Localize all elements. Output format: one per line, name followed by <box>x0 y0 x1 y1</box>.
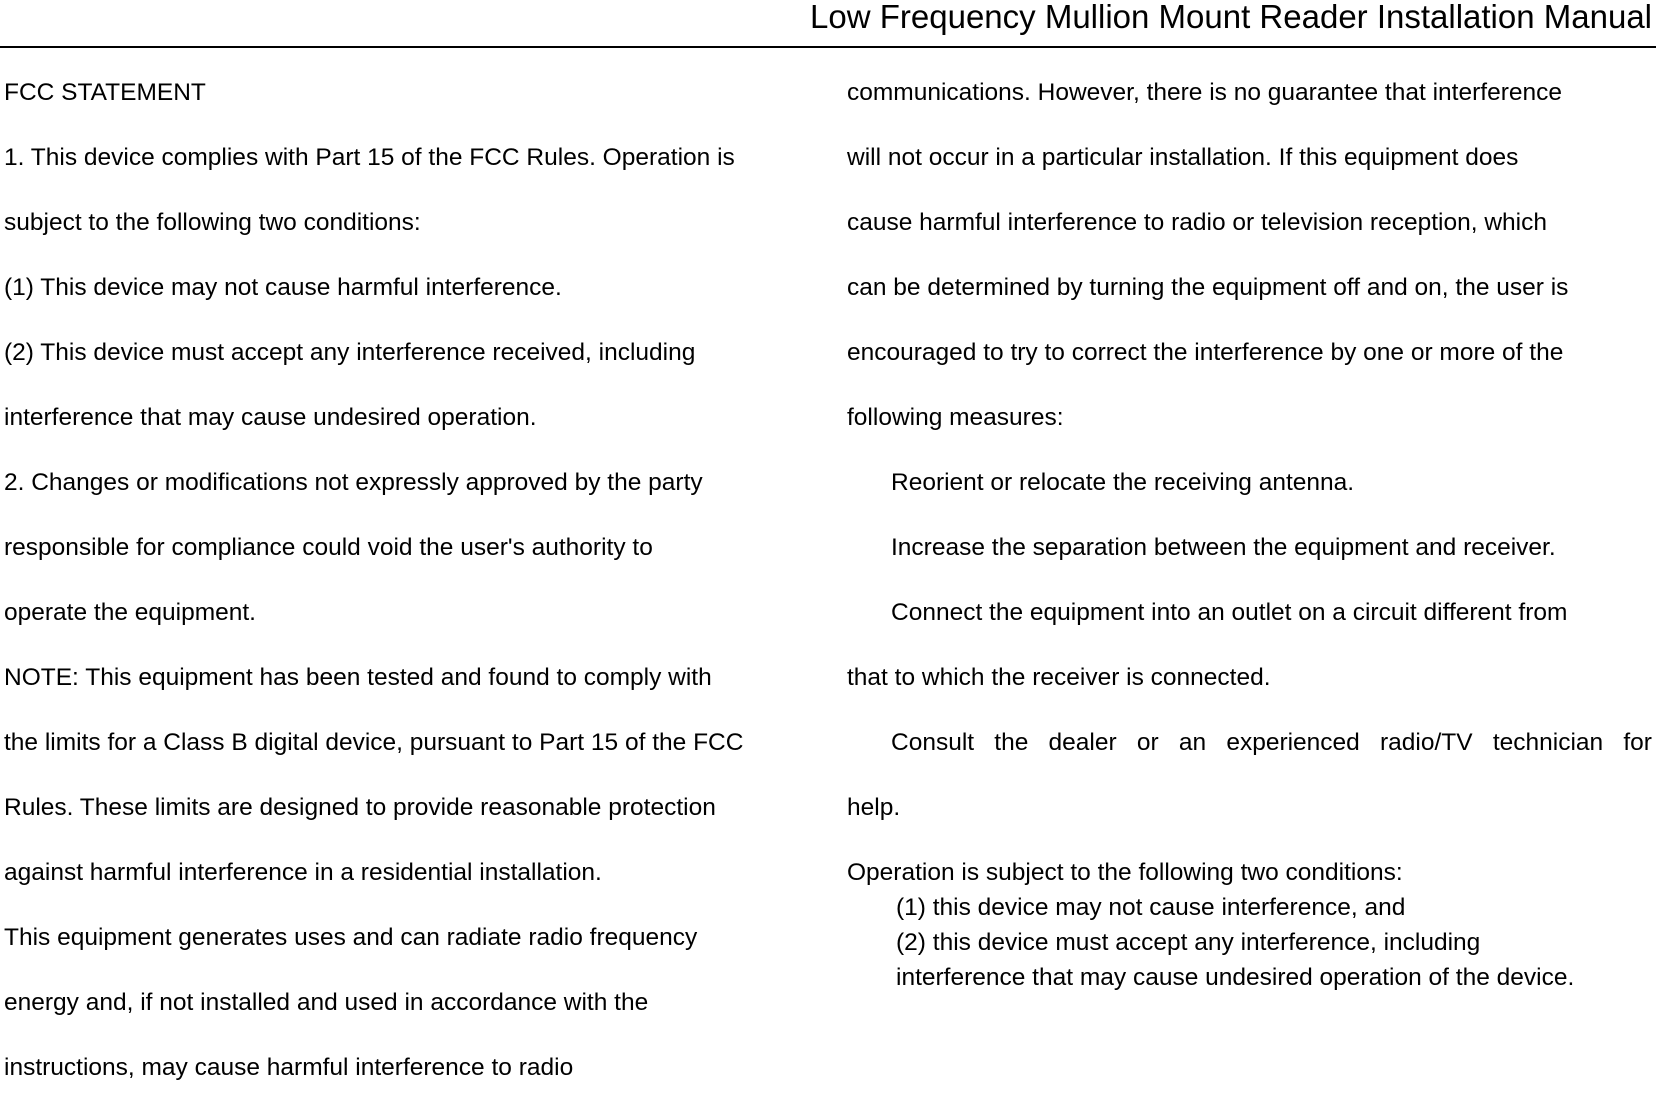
measure-item-consult <box>847 710 1652 775</box>
word: dealer <box>1048 729 1117 756</box>
measure-item-reorient: Reorient or relocate the receiving antenna. <box>891 469 1355 496</box>
paragraph-line: interference that may cause undesired operation. <box>4 404 537 431</box>
word: including <box>1383 929 1481 956</box>
word: interference, <box>1240 929 1377 956</box>
measure-item-increase: Increase the separation between the equipment and receiver. <box>891 534 1556 561</box>
measure-item-connect: Connect the equipment into an outlet on a circuit different from <box>891 599 1568 626</box>
word: accept <box>1115 929 1188 956</box>
condition-1: (1) this device may not cause interference, and <box>896 894 1406 921</box>
paragraph-line: encouraged to try to correct the interference by one or more of the <box>847 339 1564 366</box>
word: technician <box>1492 729 1604 756</box>
operation-intro: Operation is subject to the following two conditions: <box>847 859 1403 886</box>
paragraph-line: energy and, if not installed and used in accordance with the <box>4 989 649 1016</box>
word: experienced <box>1226 729 1360 756</box>
paragraph-line: subject to the following two conditions: <box>4 209 421 236</box>
paragraph-line: following measures: <box>847 404 1064 431</box>
word: the <box>994 729 1029 756</box>
section-heading: FCC STATEMENT <box>4 79 206 106</box>
paragraph-line: communications. However, there is no guarantee that interference <box>847 79 1562 106</box>
paragraph-line: the limits for a Class B digital device, pursuant to Part 15 of the FCC <box>4 729 744 756</box>
paragraph-line: NOTE: This equipment has been tested and found to comply with <box>4 664 712 691</box>
condition-2 <box>896 925 1652 960</box>
word: an <box>1178 729 1207 756</box>
measure-item-consult-continued: help. <box>847 794 901 821</box>
word: device <box>977 929 1049 956</box>
word: this <box>932 929 971 956</box>
right-column <box>847 60 1652 905</box>
word: any <box>1194 929 1234 956</box>
paragraph-line: instructions, may cause harmful interference to radio <box>4 1054 574 1081</box>
paragraph-line: 1. This device complies with Part 15 of the FCC Rules. Operation is <box>4 144 735 171</box>
page-title: Low Frequency Mullion Mount Reader Installation Manual <box>810 0 1652 35</box>
paragraph-line: operate the equipment. <box>4 599 256 626</box>
paragraph-line: can be determined by turning the equipment off and on, the user is <box>847 274 1569 301</box>
paragraph-line: (1) This device may not cause harmful interference. <box>4 274 562 301</box>
word: radio/TV <box>1380 729 1473 756</box>
word: for <box>1623 729 1652 756</box>
paragraph-line: This equipment generates uses and can radiate radio frequency <box>4 924 698 951</box>
paragraph-line: responsible for compliance could void the user's authority to <box>4 534 653 561</box>
paragraph-line: 2. Changes or modifications not expressly approved by the party <box>4 469 703 496</box>
measure-item-connect-continued: that to which the receiver is connected. <box>847 664 1271 691</box>
word: Consult <box>891 729 975 756</box>
paragraph-line: will not occur in a particular installation. If this equipment does <box>847 144 1519 171</box>
page-header <box>0 0 1656 48</box>
paragraph-line: Rules. These limits are designed to provide reasonable protection <box>4 794 716 821</box>
paragraph-line: cause harmful interference to radio or television reception, which <box>847 209 1547 236</box>
paragraph-line: against harmful interference in a residential installation. <box>4 859 602 886</box>
left-column <box>4 60 804 1100</box>
word: must <box>1055 929 1109 956</box>
word: or <box>1136 729 1159 756</box>
conditions-block <box>896 890 1652 995</box>
word: (2) <box>896 929 926 956</box>
paragraph-line: (2) This device must accept any interference received, including <box>4 339 696 366</box>
condition-2-continued: interference that may cause undesired operation of the device. <box>896 964 1575 991</box>
